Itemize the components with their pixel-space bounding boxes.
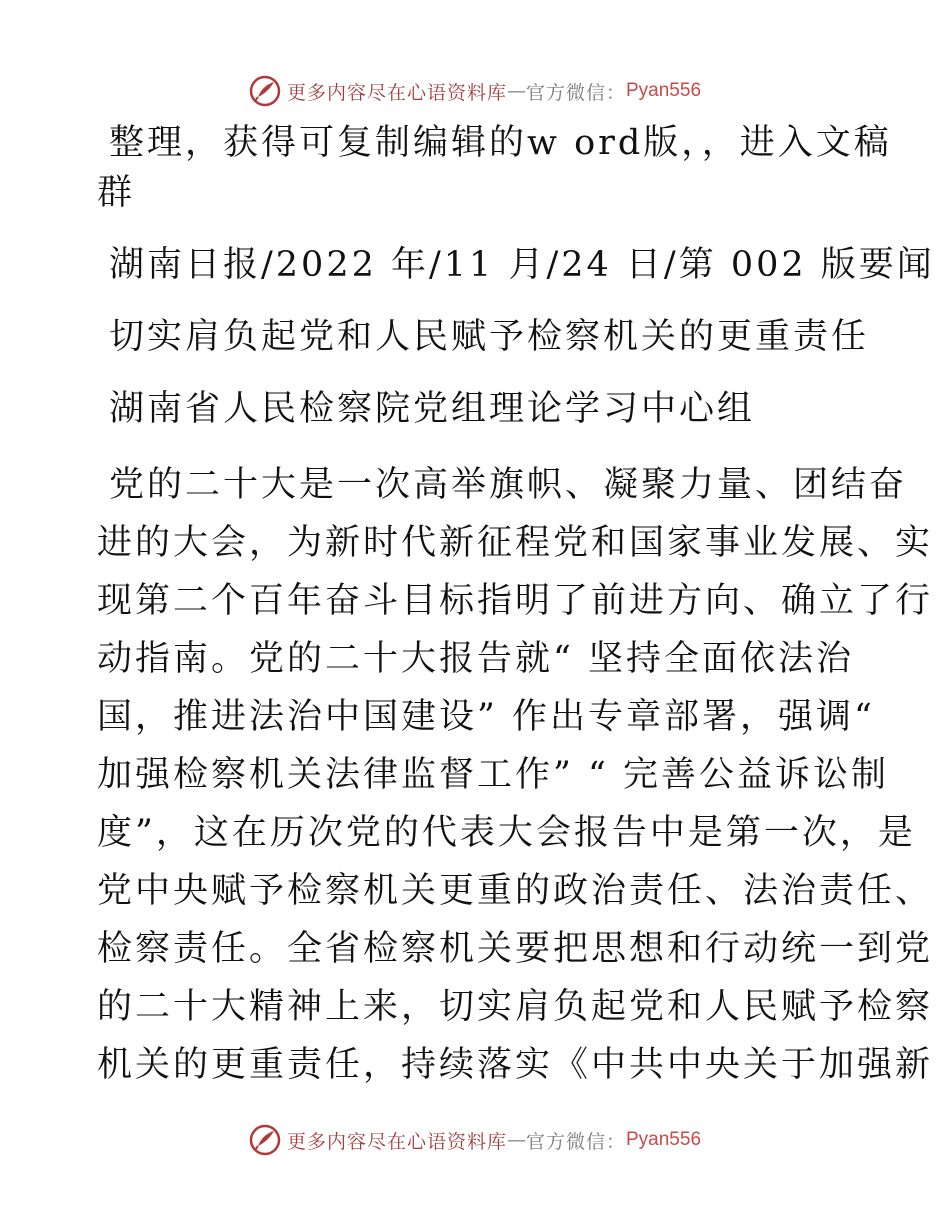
watermark-main-text: 更多内容尽在心语资料库 bbox=[286, 1130, 507, 1153]
watermark-dash: — bbox=[506, 80, 526, 102]
body-line-2: 进的大会，为新时代新征程党和国家事业发展、实 bbox=[97, 523, 934, 563]
quill-logo-icon bbox=[249, 1124, 281, 1156]
watermark-wechat-id: Pyan556 bbox=[626, 1129, 702, 1150]
body-line-6: 加强检察机关法律监督工作” “ 完善公益诉讼制 bbox=[97, 755, 890, 795]
body-line-9: 检察责任。全省检察机关要把思想和行动统一到党 bbox=[97, 929, 934, 969]
watermark-wechat-id: Pyan556 bbox=[626, 80, 702, 101]
body-line-8: 党中央赋予检察机关更重的政治责任、法治责任、 bbox=[97, 871, 934, 911]
intro-line-2: 群 bbox=[97, 173, 136, 213]
body-line-10: 的二十大精神上来，切实肩负起党和人民赋予检察 bbox=[97, 987, 934, 1027]
watermark-dash: — bbox=[506, 1129, 526, 1151]
author-line: 湖南省人民检察院党组理论学习中心组 bbox=[109, 389, 756, 429]
watermark-wechat-label: 官方微信： bbox=[525, 1130, 626, 1153]
body-line-3: 现第二个百年奋斗目标指明了前进方向、确立了行 bbox=[97, 581, 934, 621]
footer-watermark bbox=[0, 1120, 950, 1160]
watermark-main-text: 更多内容尽在心语资料库 bbox=[286, 81, 507, 104]
document-body bbox=[97, 118, 935, 1094]
body-paragraph bbox=[97, 456, 934, 1094]
source-line: 湖南日报/2022 年/11 月/24 日/第 002 版要闻 bbox=[109, 245, 935, 285]
body-line-1: 党的二十大是一次高举旗帜、凝聚力量、团结奋 bbox=[109, 465, 908, 505]
body-line-5: 国，推进法治中国建设” 作出专章部署，强调“ bbox=[97, 697, 875, 737]
intro-line-1: 整理，获得可复制编辑的w ord版，，进入文稿 bbox=[109, 123, 892, 163]
quill-logo-icon bbox=[249, 75, 281, 107]
body-line-4: 动指南。党的二十大报告就“ 坚持全面依法治 bbox=[97, 639, 855, 679]
article-title: 切实肩负起党和人民赋予检察机关的更重责任 bbox=[109, 317, 870, 357]
body-line-11: 机关的更重责任，持续落实《中共中央关于加强新 bbox=[97, 1045, 934, 1085]
header-watermark bbox=[0, 71, 950, 111]
body-line-7: 度”，这在历次党的代表大会报告中是第一次，是 bbox=[97, 813, 916, 853]
watermark-wechat-label: 官方微信： bbox=[525, 81, 626, 104]
